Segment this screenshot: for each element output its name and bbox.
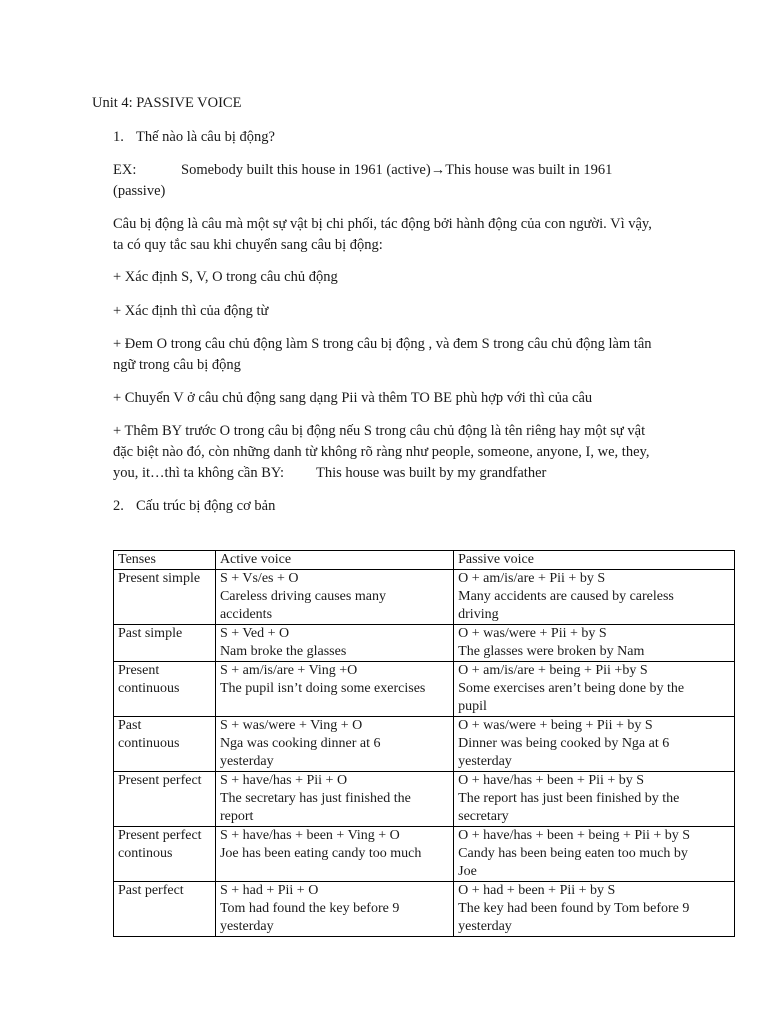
passive-cell-line: Candy has been being eaten too much by xyxy=(458,846,688,861)
passive-cell-line: O + have/has + been + Pii + by S xyxy=(458,773,645,788)
passive-cell-line: driving xyxy=(458,607,499,622)
rule-5-example: This house was built by my grandfather xyxy=(316,465,547,481)
tense-cell xyxy=(114,570,216,625)
passive-cell xyxy=(454,717,735,772)
active-cell-line: Nam broke the glasses xyxy=(219,644,347,659)
tense-cell xyxy=(114,772,216,827)
passive-cell-line: yesterday xyxy=(458,919,512,934)
passive-voice-table xyxy=(113,550,735,937)
passive-cell-line: O + was/were + Pii + by S xyxy=(458,626,607,641)
table-row xyxy=(114,717,735,772)
tense-cell xyxy=(114,827,216,882)
example-label: EX: xyxy=(113,162,137,178)
active-cell xyxy=(215,882,453,937)
passive-cell-line: The report has just been finished by the xyxy=(458,791,680,806)
active-cell-line: Tom had found the key before 9 xyxy=(219,901,400,916)
table-header-row xyxy=(114,551,735,570)
passive-cell-line: O + was/were + being + Pii + by S xyxy=(458,718,653,733)
passive-cell xyxy=(454,827,735,882)
tense-cell-line: continuous xyxy=(118,681,180,696)
active-cell xyxy=(215,717,453,772)
tense-cell xyxy=(114,717,216,772)
tense-cell-line: continous xyxy=(118,846,173,861)
passive-cell xyxy=(454,570,735,625)
active-cell-line: accidents xyxy=(219,607,273,622)
active-cell-line: S + Ved + O xyxy=(219,626,290,641)
passive-cell-line: Many accidents are caused by careless xyxy=(458,589,674,604)
rule-2: + Xác định thì của động từ xyxy=(113,303,269,319)
active-cell-line: Joe has been eating candy too much xyxy=(219,846,422,861)
active-cell-line: Careless driving causes many xyxy=(219,589,386,604)
tense-cell-line: Present perfect xyxy=(118,773,202,788)
passive-cell-line: Dinner was being cooked by Nga at 6 xyxy=(458,736,670,751)
table-row xyxy=(114,882,735,937)
passive-cell xyxy=(454,625,735,662)
tense-cell xyxy=(114,882,216,937)
passive-cell xyxy=(454,772,735,827)
passive-cell-line: pupil xyxy=(458,699,487,714)
table-body xyxy=(114,570,735,937)
tense-cell-line: Past perfect xyxy=(118,883,184,898)
intro-line-1: Câu bị động là câu mà một sự vật bị chi phối, tác động bởi hành động của con người. Vì vậy, xyxy=(113,216,652,232)
example-text-line-1: Somebody built this house in 1961 (active)→This house was built in 1961 xyxy=(181,162,613,178)
active-cell-line: yesterday xyxy=(219,919,274,934)
active-cell-line: S + have/has + Pii + O xyxy=(219,773,348,788)
table-header-passive: Passive voice xyxy=(454,551,735,570)
active-cell xyxy=(215,772,453,827)
section-2-number: 2. xyxy=(113,498,124,514)
table-header-tenses: Tenses xyxy=(114,551,216,570)
tense-cell-line: Present xyxy=(118,663,160,678)
passive-cell-line: O + have/has + been + being + Pii + by S xyxy=(458,828,691,843)
section-2-heading: Cấu trúc bị động cơ bản xyxy=(136,498,276,514)
active-cell xyxy=(215,662,453,717)
passive-cell-line: The glasses were broken by Nam xyxy=(458,644,645,659)
active-cell-line: S + am/is/are + Ving +O xyxy=(219,663,358,678)
passive-cell-line: secretary xyxy=(458,809,509,824)
passive-cell-line: yesterday xyxy=(458,754,512,769)
active-cell-line: S + have/has + been + Ving + O xyxy=(219,828,400,843)
rule-3-line-1: + Đem O trong câu chủ động làm S trong câu bị động , và đem S trong câu chủ động làm tân xyxy=(113,336,652,352)
table-header-active: Active voice xyxy=(215,551,453,570)
tense-cell-line: Past xyxy=(118,718,142,733)
passive-cell-line: O + am/is/are + Pii + by S xyxy=(458,571,606,586)
tense-cell xyxy=(114,625,216,662)
passive-cell xyxy=(454,662,735,717)
intro-line-2: ta có quy tắc sau khi chuyển sang câu bị động: xyxy=(113,237,383,253)
table-row xyxy=(114,772,735,827)
passive-cell-line: The key had been found by Tom before 9 xyxy=(458,901,690,916)
tense-cell-line: Past simple xyxy=(118,626,183,641)
passive-cell-line: Some exercises aren’t being done by the xyxy=(458,681,685,696)
passive-cell-line: O + had + been + Pii + by S xyxy=(458,883,616,898)
passive-cell-line: O + am/is/are + being + Pii +by S xyxy=(458,663,648,678)
passive-cell xyxy=(454,882,735,937)
rule-5-line-2: đặc biệt nào đó, còn những danh từ không rõ ràng như people, someone, anyone, I, we, they, xyxy=(113,444,650,460)
section-1-number: 1. xyxy=(113,129,124,145)
rule-4: + Chuyển V ở câu chủ động sang dạng Pii và thêm TO BE phù hợp với thì của câu xyxy=(113,390,593,406)
table-row xyxy=(114,662,735,717)
rule-3-line-2: ngữ trong câu bị động xyxy=(113,357,241,373)
tense-cell xyxy=(114,662,216,717)
active-cell xyxy=(215,570,453,625)
tense-cell-line: Present simple xyxy=(118,571,201,586)
section-1-heading: Thế nào là câu bị động? xyxy=(136,129,275,145)
active-cell-line: S + had + Pii + O xyxy=(219,883,319,898)
table-row xyxy=(114,570,735,625)
active-cell-line: The secretary has just finished the xyxy=(219,791,411,806)
active-cell xyxy=(215,827,453,882)
page-title: Unit 4: PASSIVE VOICE xyxy=(92,95,242,111)
active-cell-line: The pupil isn’t doing some exercises xyxy=(219,681,426,696)
example-text-line-2: (passive) xyxy=(113,183,166,199)
tense-cell-line: continuous xyxy=(118,736,180,751)
active-cell-line: yesterday xyxy=(219,754,274,769)
active-cell xyxy=(215,625,453,662)
table-row xyxy=(114,625,735,662)
rule-5-line-3: you, it…thì ta không cần BY: xyxy=(113,465,285,481)
active-cell-line: S + Vs/es + O xyxy=(219,571,299,586)
active-cell-line: Nga was cooking dinner at 6 xyxy=(219,736,381,751)
table-row xyxy=(114,827,735,882)
active-cell-line: report xyxy=(219,809,254,824)
passive-cell-line: Joe xyxy=(458,864,477,879)
tense-cell-line: Present perfect xyxy=(118,828,202,843)
active-cell-line: S + was/were + Ving + O xyxy=(219,718,363,733)
rule-5-line-1: + Thêm BY trước O trong câu bị động nếu S trong câu chủ động là tên riêng hay một sự vật xyxy=(113,423,646,439)
rule-1: + Xác định S, V, O trong câu chủ động xyxy=(113,269,338,285)
